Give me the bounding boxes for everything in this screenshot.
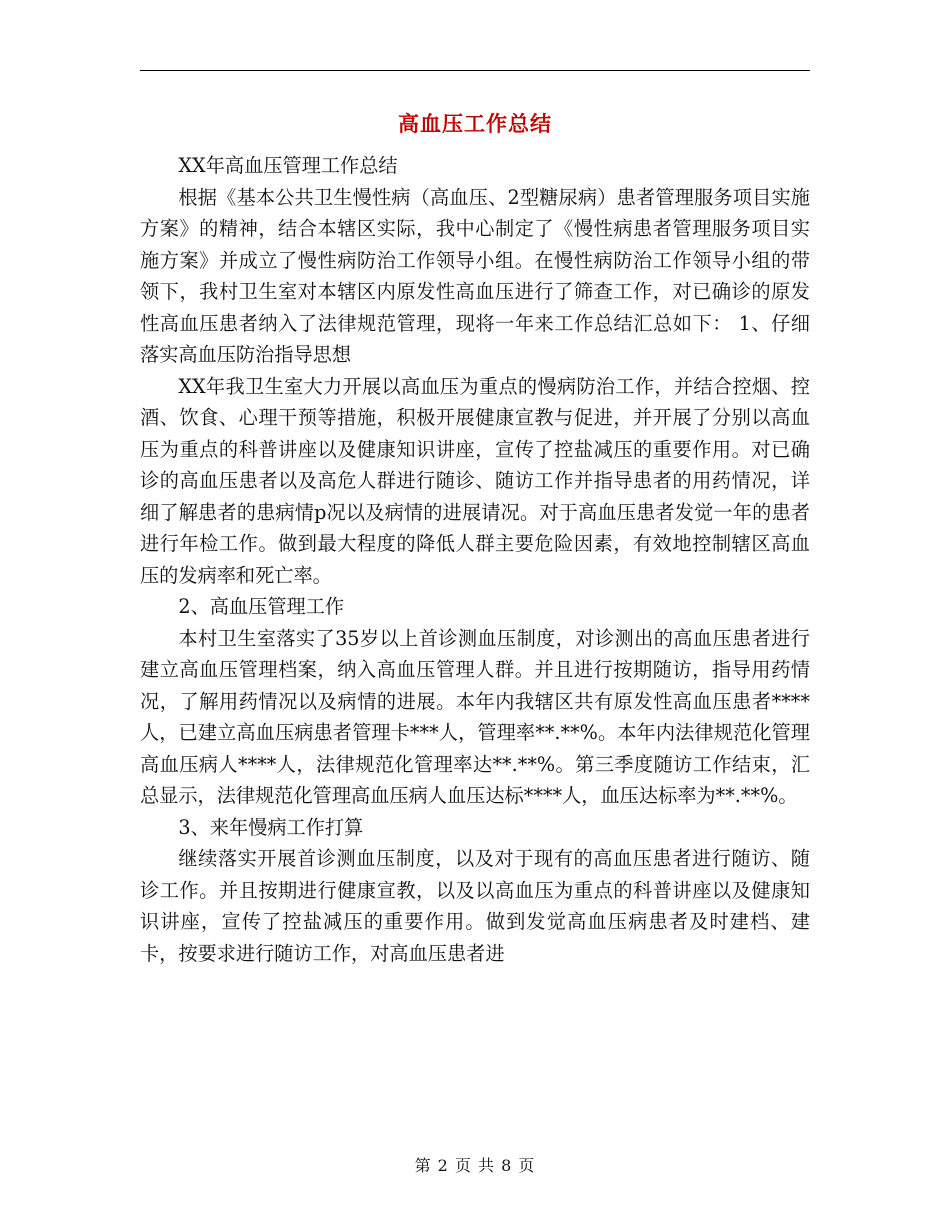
paragraph-section-3-body: 继续落实开展首诊测血压制度，以及对于现有的高血压患者进行随访、随诊工作。并且按期进行健康宣教，以及以高血压为重点的科普讲座以及健康知识讲座，宣传了控盐减压的重要作用。做到发觉高血压病患者及时建档、建卡，按要求进行随访工作，对高血压患者进: [140, 847, 810, 965]
header-rule: [140, 70, 810, 71]
section-heading-2: 2、高血压管理工作: [178, 595, 345, 618]
document-body: [140, 150, 810, 969]
document-title: 高血压工作总结: [398, 112, 552, 136]
page-number-footer: 第 2 页 共 8 页: [414, 1156, 536, 1175]
paragraph-intro: 根据《基本公共卫生慢性病（高血压、2型糖尿病）患者管理服务项目实施方案》的精神，结合本辖区实际，我中心制定了《慢性病患者管理服务项目实施方案》并成立了慢性病防治工作领导小组。在慢性病防治工作领导小组的带领下，我村卫生室对本辖区内原发性高血压进行了筛查工作，对已确诊的原发性高血压患者纳入了法律规范管理，现将一年来工作总结汇总如下： 1、仔细落实高血压防治指导思想: [140, 185, 810, 366]
paragraph-section-1-body: XX年我卫生室大力开展以高血压为重点的慢病防治工作，并结合控烟、控酒、饮食、心理干预等措施，积极开展健康宣教与促进，并开展了分别以高血压为重点的科普讲座以及健康知识讲座，宣传了控盐减压的重要作用。对已确诊的高血压患者以及高危人群进行随诊、随访工作并指导患者的用药情况，详细了解患者的患病情p况以及病情的进展请况。对于高血压患者发觉一年的患者进行年检工作。做到最大程度的降低人群主要危险因素，有效地控制辖区高血压的发病率和死亡率。: [140, 374, 810, 587]
paragraph-section-2-body: 本村卫生室落实了35岁以上首诊测血压制度，对诊测出的高血压患者进行建立高血压管理档案，纳入高血压管理人群。并且进行按期随访，指导用药情况，了解用药情况以及病情的进展。本年内我辖区共有原发性高血压患者****人，已建立高血压病患者管理卡***人，管理率**.**%。本年内法律规范化管理高血压病人****人，法律规范化管理率达**.**%。第三季度随访工作结束，汇总显示，法律规范化管理高血压病人血压达标****人，血压达标率为**.**%。: [140, 626, 810, 807]
paragraph-subtitle: XX年高血压管理工作总结: [178, 154, 398, 177]
section-heading-3: 3、来年慢病工作打算: [178, 815, 364, 839]
